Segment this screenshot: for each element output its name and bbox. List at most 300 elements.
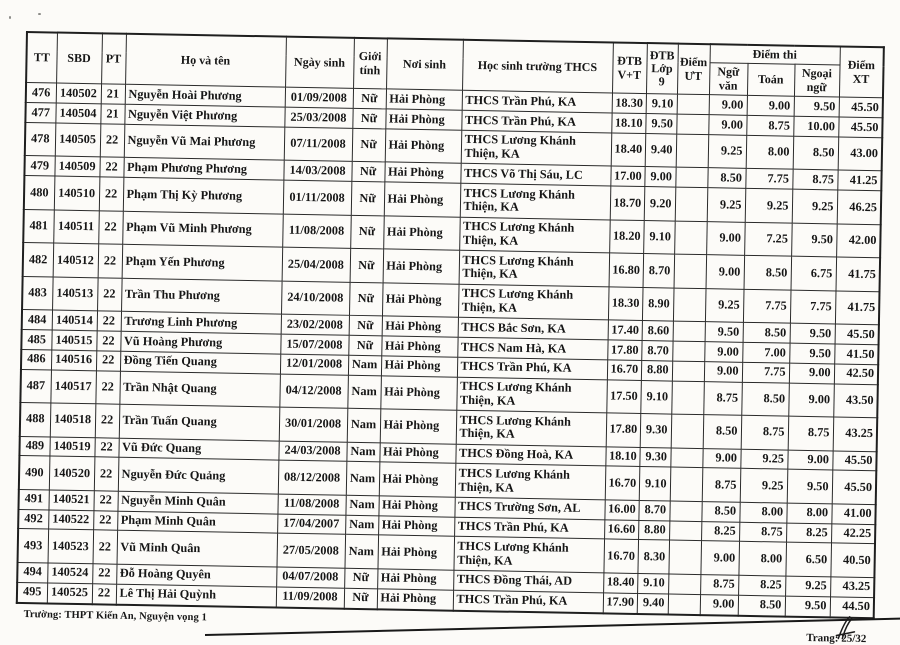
cell-xt: 41.75 — [836, 257, 881, 291]
cell-sbd: 140505 — [55, 123, 101, 157]
cell-toan: 8.25 — [738, 575, 785, 596]
cell-tt: 486 — [21, 349, 51, 369]
cell-gender: Nam — [345, 515, 378, 535]
cell-pt: 22 — [93, 491, 117, 511]
cell-name: Phạm Yến Phương — [122, 244, 283, 280]
cell-toan: 8.00 — [738, 542, 786, 576]
cell-xt: 43.25 — [830, 577, 874, 598]
cell-dob: 11/09/2008 — [276, 587, 344, 608]
cell-gender: Nữ — [349, 316, 382, 336]
cell-pob: Hải Phòng — [382, 283, 459, 318]
cell-school: THCS Lương Khánh Thiện, KA — [460, 183, 611, 219]
cell-pt: 22 — [96, 331, 120, 351]
cell-sbd: 140524 — [47, 563, 92, 584]
cell-sbd: 140515 — [51, 330, 96, 351]
cell-pt: 22 — [92, 584, 116, 605]
cell-gender: Nữ — [351, 162, 384, 182]
cell-name: Trần Tuấn Quang — [119, 404, 280, 440]
cell-school: THCS Bắc Sơn, KA — [458, 318, 608, 340]
cell-dtb_vt: 17.80 — [606, 413, 641, 447]
cell-dtb9: 9.10 — [643, 220, 675, 254]
cell-ut — [671, 381, 704, 415]
cell-nn: 9.00 — [788, 383, 834, 417]
cell-toan: 8.00 — [746, 135, 794, 169]
cell-nn: 9.00 — [789, 363, 834, 384]
cell-van: 9.00 — [706, 221, 745, 255]
cell-name: Đỗ Hoàng Quyên — [116, 564, 276, 587]
cell-van: 9.00 — [706, 255, 745, 289]
cell-tt: 481 — [23, 209, 54, 243]
cell-dtb9: 9.50 — [645, 114, 676, 134]
cell-school: THCS Trần Phú, KA — [461, 110, 611, 132]
cell-ut — [671, 414, 704, 448]
cell-name: Nguyễn Vũ Mai Phương — [124, 124, 285, 160]
cell-sbd: 140521 — [48, 490, 93, 511]
cell-xt: 41.75 — [835, 291, 880, 325]
cell-dtb9: 9.10 — [646, 94, 677, 114]
cell-dob: 25/04/2008 — [282, 247, 351, 282]
footer-school-label: Trường: THPT Kiến An, Nguyện vọng 1 — [23, 608, 208, 623]
cell-tt: 485 — [21, 330, 51, 350]
cell-xt: 44.50 — [830, 597, 874, 618]
cell-pt: 22 — [97, 278, 122, 312]
cell-pt: 22 — [97, 311, 121, 331]
cell-van: 9.50 — [705, 322, 743, 342]
cell-tt: 478 — [25, 122, 56, 156]
cell-tt: 492 — [18, 509, 48, 529]
cell-dtb_vt: 18.20 — [609, 220, 644, 254]
cell-sbd: 140502 — [56, 83, 101, 104]
cell-van: 9.00 — [700, 594, 738, 615]
col-header-ngu-van: Ngữ văn — [709, 63, 748, 96]
cell-school: THCS Đồng Thái, AD — [453, 570, 603, 592]
cell-pt: 22 — [99, 157, 123, 177]
cell-gender: Nữ — [348, 335, 381, 355]
cell-name: Nguyễn Đức Quảng — [118, 458, 279, 494]
cell-name: Phạm Thị Kỳ Phương — [123, 177, 284, 213]
cell-dtb_vt: 18.30 — [608, 287, 643, 321]
cell-dtb9: 9.00 — [644, 167, 675, 187]
cell-dtb_vt: 17.40 — [608, 320, 642, 340]
cell-nn: 9.50 — [787, 470, 833, 504]
cell-toan: 7.00 — [742, 342, 789, 363]
cell-pt: 22 — [94, 457, 119, 491]
document-sheet — [15, 31, 884, 645]
cell-dtb9: 9.40 — [645, 133, 677, 167]
cell-dob: 25/03/2008 — [284, 107, 352, 128]
cell-van: 8.25 — [701, 521, 739, 541]
cell-dob: 27/05/2008 — [276, 534, 345, 569]
cell-pt: 22 — [93, 510, 117, 530]
col-header-pt: PT — [101, 33, 126, 84]
cell-toan: 7.75 — [742, 362, 789, 383]
cell-gender: Nam — [346, 462, 380, 496]
cell-tt: 489 — [19, 436, 49, 456]
cell-pt: 21 — [100, 104, 124, 124]
cell-van: 9.00 — [702, 448, 740, 468]
cell-toan: 8.50 — [738, 595, 785, 616]
cell-van: 9.00 — [704, 342, 742, 362]
col-header-sbd: SBD — [56, 33, 102, 85]
cell-sbd: 140504 — [55, 103, 100, 124]
cell-dob: 11/08/2008 — [277, 494, 345, 515]
cell-nn: 6.75 — [791, 256, 837, 290]
cell-van: 8.50 — [701, 502, 739, 522]
cell-gender: Nam — [348, 355, 381, 375]
cell-dtb_vt: 18.70 — [610, 186, 645, 220]
cell-dob: 11/08/2008 — [282, 214, 351, 249]
cell-sbd: 140512 — [53, 243, 99, 277]
cell-tt: 480 — [24, 176, 55, 210]
cell-pob: Hải Phòng — [383, 249, 460, 284]
cell-pt: 22 — [99, 177, 124, 211]
cell-nn: 6.50 — [785, 543, 831, 577]
cell-toan: 8.75 — [741, 415, 789, 449]
cell-xt: 45.50 — [838, 117, 882, 138]
cell-tt: 482 — [23, 243, 54, 277]
cell-school: THCS Lương Khánh Thiện, KA — [455, 464, 606, 500]
cell-xt: 42.00 — [836, 224, 881, 258]
cell-gender: Nữ — [353, 89, 386, 109]
cell-dob: 14/03/2008 — [283, 160, 351, 181]
cell-dob: 15/07/2008 — [280, 334, 348, 355]
cell-school: THCS Lương Khánh Thiện, KA — [459, 217, 610, 253]
cell-pob: Hải Phòng — [379, 442, 455, 463]
cell-dtb_vt: 16.70 — [603, 539, 638, 573]
cell-xt: 43.50 — [833, 383, 878, 417]
col-header-diem-ut: Điểm ƯT — [677, 44, 710, 95]
cell-sbd: 140510 — [54, 176, 100, 210]
cell-toan: 8.00 — [739, 502, 786, 523]
cell-school: THCS Đồng Hoà, KA — [455, 444, 605, 466]
cell-dob: 01/11/2008 — [283, 180, 352, 215]
cell-dtb9: 9.10 — [640, 380, 672, 414]
cell-name: Nguyễn Minh Quân — [117, 491, 277, 514]
cell-school: THCS Lương Khánh Thiện, KA — [459, 250, 610, 286]
cell-dtb_vt: 16.70 — [607, 360, 641, 380]
cell-xt: 45.50 — [839, 97, 883, 118]
cell-tt: 476 — [26, 83, 56, 103]
cell-xt: 40.50 — [830, 543, 875, 577]
cell-tt: 479 — [24, 156, 54, 176]
cell-toan: 9.25 — [740, 469, 788, 503]
cell-van: 9.00 — [700, 541, 739, 575]
cell-sbd: 140517 — [50, 370, 96, 404]
cell-van: 8.50 — [707, 168, 745, 188]
cell-name: Phạm Phương Phương — [123, 158, 283, 181]
cell-school: THCS Trần Phú, KA — [454, 517, 604, 539]
cell-dtb_vt: 18.10 — [611, 113, 645, 133]
cell-gender: Nữ — [349, 282, 383, 316]
cell-tt: 491 — [18, 489, 48, 509]
cell-pt: 22 — [92, 564, 116, 584]
cell-toan: 9.25 — [740, 449, 787, 470]
cell-ut — [669, 501, 701, 521]
cell-van: 9.00 — [709, 95, 747, 115]
cell-dtb_vt: 16.00 — [604, 500, 638, 520]
cell-tt: 495 — [17, 582, 47, 603]
cell-dtb9: 9.30 — [640, 414, 672, 448]
cell-ut — [672, 341, 704, 361]
cell-xt: 46.25 — [837, 190, 882, 224]
cell-gender: Nam — [344, 535, 378, 569]
cell-dtb9: 8.60 — [642, 321, 673, 341]
cell-xt: 41.25 — [837, 170, 881, 191]
cell-gender: Nam — [345, 495, 378, 515]
scan-noise-speck — [38, 13, 41, 15]
cell-school: THCS Lương Khánh Thiện, KA — [458, 284, 609, 320]
cell-xt: 41.00 — [831, 504, 875, 525]
cell-pob: Hải Phòng — [385, 129, 462, 164]
cell-tt: 484 — [22, 310, 52, 330]
cell-pt: 22 — [94, 437, 118, 457]
cell-dtb9: 8.70 — [638, 500, 669, 520]
cell-dob: 24/10/2008 — [281, 281, 350, 316]
cell-gender: Nữ — [344, 568, 377, 588]
cell-dtb9: 9.10 — [639, 467, 671, 501]
cell-pt: 22 — [98, 244, 123, 278]
cell-toan: 7.75 — [745, 169, 792, 190]
cell-school: THCS Trần Phú, KA — [453, 590, 603, 613]
cell-toan: 8.75 — [739, 522, 786, 543]
cell-van: 9.25 — [705, 288, 744, 322]
cell-pob: Hải Phòng — [382, 316, 458, 337]
cell-name: Đồng Tiến Quang — [120, 351, 280, 374]
cell-dob: 12/01/2008 — [280, 354, 348, 375]
cell-pob: Hải Phòng — [377, 589, 453, 611]
cell-pob: Hải Phòng — [381, 356, 457, 377]
cell-dtb_vt: 17.90 — [603, 593, 637, 614]
cell-sbd: 140523 — [48, 529, 94, 563]
cell-school: THCS Trường Sơn, AL — [454, 497, 604, 519]
cell-xt: 43.25 — [833, 417, 878, 451]
cell-nn: 9.50 — [790, 323, 835, 344]
score-table — [16, 31, 885, 619]
cell-dob: 08/12/2008 — [278, 460, 347, 495]
cell-nn: 8.75 — [788, 416, 834, 450]
cell-toan: 8.75 — [746, 115, 793, 136]
cell-tt: 487 — [20, 369, 51, 403]
cell-pob: Hải Phòng — [379, 462, 456, 497]
cell-dtb_vt: 17.00 — [610, 166, 644, 186]
cell-pt: 22 — [95, 370, 120, 404]
cell-ut — [668, 540, 701, 574]
cell-ut — [673, 288, 706, 322]
cell-name: Trương Linh Phương — [121, 312, 281, 335]
cell-sbd: 140519 — [49, 437, 94, 458]
cell-dtb9: 8.80 — [638, 520, 669, 540]
cell-school: THCS Lương Khánh Thiện, KA — [456, 377, 607, 413]
cell-ut — [675, 187, 708, 221]
cell-gender: Nữ — [351, 181, 385, 215]
cell-dtb_vt: 16.80 — [609, 253, 644, 287]
cell-name: Phạm Minh Quân — [117, 511, 277, 534]
cell-nn: 10.00 — [793, 116, 838, 137]
cell-dtb9: 8.30 — [637, 540, 669, 574]
cell-sbd: 140516 — [51, 350, 96, 371]
col-header-tt: TT — [26, 32, 57, 83]
cell-van: 9.25 — [708, 135, 747, 169]
cell-dob: 17/04/2007 — [277, 514, 345, 535]
cell-pob: Hải Phòng — [380, 409, 457, 444]
cell-name: Lê Thị Hải Quỳnh — [116, 584, 276, 607]
cell-nn: 9.25 — [785, 576, 830, 597]
cell-pob: Hải Phòng — [381, 336, 457, 357]
cell-van: 8.50 — [703, 415, 742, 449]
cell-dtb9: 8.90 — [642, 287, 674, 321]
cell-school: THCS Trần Phú, KA — [457, 357, 607, 379]
cell-dtb9: 8.80 — [641, 360, 672, 380]
col-header-diem-xt: Điểm XT — [839, 46, 884, 98]
cell-name: Nguyễn Việt Phương — [124, 104, 284, 127]
cell-ut — [669, 521, 701, 541]
col-header-dtb-vt: ĐTB V+T — [612, 42, 647, 93]
cell-name: Trần Nhật Quang — [119, 371, 280, 407]
cell-school: THCS Nam Hà, KA — [457, 337, 607, 359]
cell-pt: 22 — [98, 210, 123, 244]
cell-school: THCS Lương Khánh Thiện, KA — [461, 130, 612, 166]
cell-dtb9: 9.30 — [639, 447, 670, 467]
cell-school: THCS Lương Khánh Thiện, KA — [453, 537, 604, 573]
cell-nn: 9.50 — [789, 343, 834, 364]
cell-dtb_vt: 16.70 — [605, 466, 640, 500]
col-header-dtb-lop9: ĐTB Lớp 9 — [646, 43, 678, 94]
cell-toan: 8.50 — [743, 323, 790, 344]
cell-toan: 8.50 — [744, 256, 792, 290]
cell-van: 9.00 — [704, 361, 742, 381]
cell-ut — [676, 114, 708, 134]
cell-xt: 42.50 — [834, 364, 878, 385]
cell-pob: Hải Phòng — [384, 162, 460, 183]
cell-tt: 488 — [20, 403, 51, 437]
cell-ut — [676, 134, 709, 168]
cell-dob: 01/09/2008 — [285, 87, 353, 108]
cell-dtb_vt: 18.40 — [611, 133, 646, 167]
cell-ut — [668, 594, 700, 615]
cell-xt: 43.00 — [838, 137, 883, 171]
cell-dob: 23/02/2008 — [281, 314, 349, 335]
cell-sbd: 140514 — [52, 310, 97, 331]
cell-ut — [670, 467, 703, 501]
cell-xt: 45.50 — [835, 324, 879, 345]
cell-ut — [674, 254, 707, 288]
cell-school: THCS Trần Phú, KA — [462, 91, 612, 113]
cell-nn: 9.50 — [794, 96, 839, 117]
cell-gender: Nữ — [352, 108, 385, 128]
cell-toan: 7.75 — [743, 289, 791, 323]
cell-dob: 04/07/2008 — [276, 567, 344, 588]
cell-ut — [673, 321, 705, 341]
cell-toan: 7.25 — [744, 222, 792, 256]
cell-sbd: 140513 — [52, 277, 98, 311]
cell-tt: 483 — [22, 276, 53, 310]
cell-gender: Nữ — [350, 249, 384, 283]
cell-sbd: 140509 — [54, 156, 99, 177]
cell-xt: 41.50 — [834, 344, 878, 365]
cell-name: Vũ Minh Quân — [117, 531, 278, 567]
cell-pt: 22 — [95, 404, 120, 438]
cell-van: 9.25 — [707, 188, 746, 222]
score-table-body — [17, 83, 883, 618]
cell-pt: 22 — [93, 530, 118, 564]
cell-van: 8.75 — [702, 468, 741, 502]
cell-nn: 8.75 — [792, 170, 837, 191]
cell-pob: Hải Phòng — [383, 216, 460, 251]
cell-name: Trần Thu Phương — [121, 278, 282, 314]
cell-toan: 9.25 — [745, 188, 793, 222]
cell-name: Nguyễn Hoài Phương — [125, 85, 285, 108]
cell-tt: 477 — [25, 103, 55, 123]
cell-nn: 8.00 — [786, 503, 831, 524]
cell-name: Phạm Vũ Minh Phương — [122, 211, 283, 247]
page-number: Trang: 25/32 — [806, 632, 872, 645]
cell-school: THCS Lương Khánh Thiện, KA — [456, 410, 607, 446]
cell-dtb_vt: 18.40 — [603, 573, 637, 593]
scan-noise-speck — [9, 16, 11, 19]
cell-pob: Hải Phòng — [384, 182, 461, 217]
cell-dtb9: 8.70 — [641, 341, 672, 361]
cell-sbd: 140518 — [50, 403, 96, 437]
cell-ut — [668, 574, 700, 594]
cell-nn: 8.25 — [786, 523, 831, 544]
cell-name: Vũ Đức Quang — [118, 438, 278, 461]
cell-ut — [670, 448, 702, 468]
cell-xt: 45.50 — [832, 470, 877, 504]
cell-van: 9.00 — [708, 115, 746, 135]
cell-dtb_vt: 18.30 — [612, 93, 646, 113]
col-header-ngoai-ngu: Ngoại ngữ — [794, 65, 840, 98]
cell-tt: 490 — [19, 456, 50, 490]
cell-tt: 493 — [18, 529, 49, 563]
cell-sbd: 140522 — [48, 510, 93, 531]
col-header-pob: Nơi sinh — [386, 38, 463, 90]
cell-nn: 8.50 — [793, 136, 839, 170]
cell-xt: 45.50 — [832, 451, 876, 472]
col-header-gender: Giới tính — [353, 38, 387, 89]
cell-pob: Hải Phòng — [385, 109, 461, 130]
cell-ut — [677, 94, 709, 114]
cell-tt: 494 — [17, 562, 47, 582]
cell-gender: Nữ — [350, 215, 384, 249]
cell-ut — [672, 361, 704, 381]
cell-sbd: 140520 — [49, 456, 95, 490]
cell-gender: Nam — [347, 375, 381, 409]
cell-dob: 04/12/2008 — [279, 374, 348, 409]
cell-ut — [675, 167, 707, 187]
cell-name: Vũ Hoàng Phương — [120, 331, 280, 354]
cell-pob: Hải Phòng — [377, 535, 454, 570]
cell-dob: 24/03/2008 — [278, 441, 346, 462]
cell-dtb_vt: 17.80 — [607, 340, 641, 360]
cell-dtb9: 9.10 — [637, 573, 668, 593]
cell-sbd: 140511 — [53, 210, 99, 244]
cell-pob: Hải Phòng — [378, 516, 454, 537]
cell-pt: 21 — [101, 84, 125, 104]
cell-school: THCS Võ Thị Sáu, LC — [460, 164, 610, 186]
cell-toan: 8.50 — [741, 382, 789, 416]
cell-dtb9: 9.40 — [637, 593, 668, 614]
cell-pob: Hải Phòng — [380, 375, 457, 410]
cell-gender: Nam — [346, 442, 379, 462]
cell-dtb9: 9.20 — [644, 187, 676, 221]
cell-nn: 9.00 — [787, 450, 832, 471]
cell-nn: 9.50 — [791, 223, 837, 257]
cell-pob: Hải Phòng — [386, 89, 462, 110]
cell-van: 8.75 — [700, 575, 738, 595]
cell-nn: 7.75 — [790, 290, 836, 324]
cell-toan: 9.00 — [747, 96, 794, 117]
cell-pt: 22 — [96, 351, 120, 371]
